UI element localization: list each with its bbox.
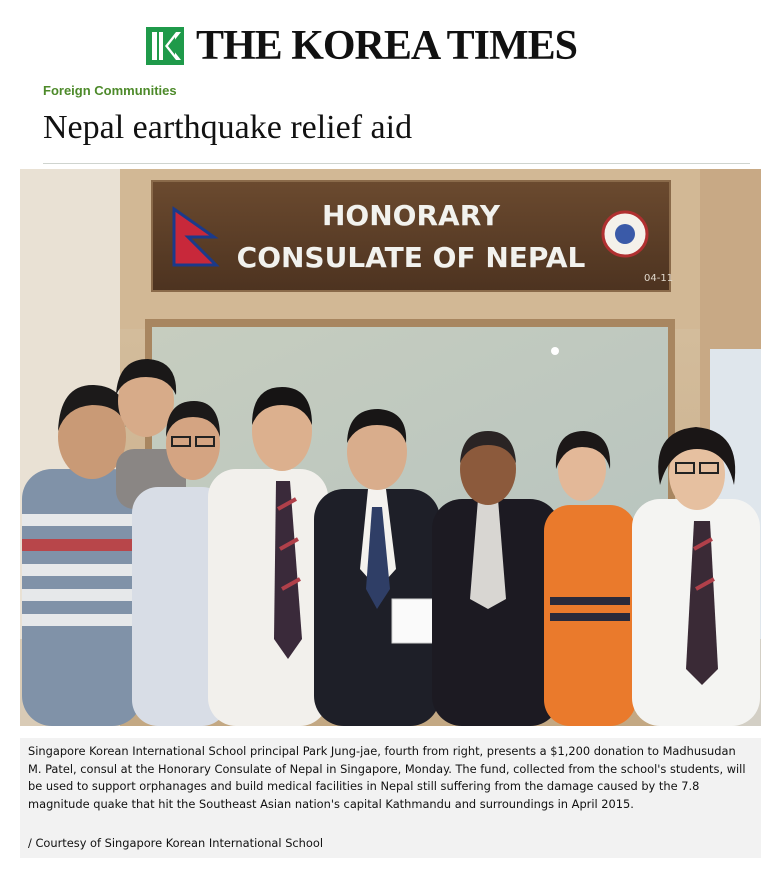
consulate-sign: [152, 181, 673, 291]
room-number: 04-11: [644, 273, 674, 284]
photo-credit: / Courtesy of Singapore Korean International School: [28, 836, 324, 850]
sign-line-1: HONORARY: [321, 199, 501, 232]
section-label[interactable]: Foreign Communities: [43, 83, 177, 98]
sign-line-2: CONSULATE OF NEPAL: [236, 241, 586, 274]
article-photo: [20, 169, 761, 726]
photo-caption: [20, 738, 761, 858]
caption-text: Singapore Korean International School principal Park Jung-jae, fourth from right, presents a $1,200 donation to Madhusudan M. Patel, consul at the Honorary Consulate of Nepal in Singapore, Monday. The fund, collected from the school's students, will be used to support orphanages and build medical facilities in Nepal still suffering from the damage caused by the 7.8 magnitude quake that hit the Southeast Asian nation's capital Kathmandu and surroundings in April 2015.: [28, 744, 746, 811]
header-divider: [43, 163, 750, 164]
article-title: Nepal earthquake relief aid: [43, 109, 413, 146]
masthead-title[interactable]: THE KOREA TIMES: [196, 23, 578, 69]
masthead: [0, 14, 776, 76]
korea-times-k-logo-icon: [146, 27, 184, 65]
